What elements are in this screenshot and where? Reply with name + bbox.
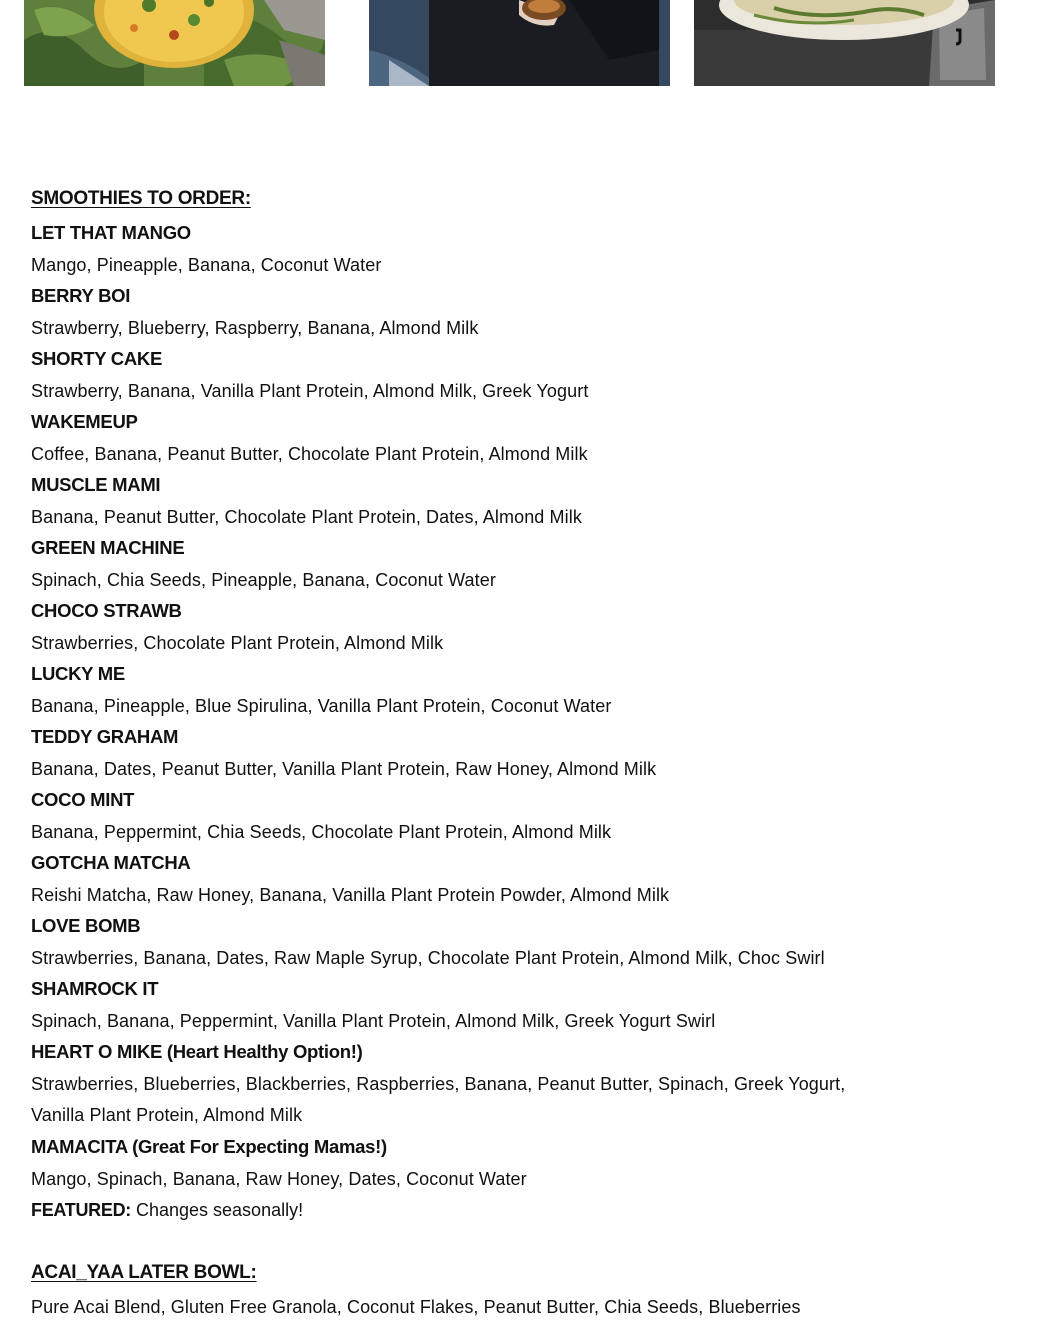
item-name: GREEN MACHINE [31, 537, 185, 558]
item-name: COCO MINT [31, 789, 135, 810]
smoothies-heading: SMOOTHIES TO ORDER: [31, 188, 251, 209]
smoothie-menu [31, 184, 991, 1323]
spacer [31, 1226, 991, 1258]
item-description: Strawberry, Banana, Vanilla Plant Protein, Almond Milk, Greek Yogurt [31, 381, 589, 401]
menu-item [31, 344, 991, 407]
item-name: CHOCO STRAWB [31, 600, 182, 621]
item-name: SHORTY CAKE [31, 348, 163, 369]
food-photo-drink[interactable] [369, 0, 670, 86]
food-photo-plate[interactable] [694, 0, 995, 86]
menu-item [31, 218, 991, 281]
item-description: Strawberries, Banana, Dates, Raw Maple Syrup, Chocolate Plant Protein, Almond Milk, Choc Swirl [31, 948, 825, 968]
item-name: WAKEMEUP [31, 411, 138, 432]
item-description: Strawberries, Chocolate Plant Protein, Almond Milk [31, 633, 444, 653]
food-photo-egg-muffin[interactable] [24, 0, 325, 86]
acai-description: Pure Acai Blend, Gluten Free Granola, Coconut Flakes, Peanut Butter, Chia Seeds, Blueberries [31, 1297, 801, 1317]
item-description: Banana, Pineapple, Blue Spirulina, Vanilla Plant Protein, Coconut Water [31, 696, 612, 716]
item-description: Banana, Peanut Butter, Chocolate Plant Protein, Dates, Almond Milk [31, 507, 582, 527]
item-description: Strawberry, Blueberry, Raspberry, Banana, Almond Milk [31, 318, 479, 338]
menu-item [31, 470, 991, 533]
item-description: Spinach, Banana, Peppermint, Vanilla Plant Protein, Almond Milk, Greek Yogurt Swirl [31, 1011, 716, 1031]
menu-item [31, 1037, 991, 1131]
menu-item [31, 974, 991, 1037]
item-name: MUSCLE MAMI [31, 474, 161, 495]
item-name: LOVE BOMB [31, 915, 141, 936]
featured-line [31, 1195, 991, 1226]
item-name: MAMACITA (Great For Expecting Mamas!) [31, 1136, 387, 1157]
item-description: Strawberries, Blueberries, Blackberries, Raspberries, Banana, Peanut Butter, Spinach, Greek Yogurt, Vanilla Plant Protein, Almond Milk [31, 1074, 846, 1125]
item-description: Reishi Matcha, Raw Honey, Banana, Vanilla Plant Protein Powder, Almond Milk [31, 885, 670, 905]
item-name: GOTCHA MATCHA [31, 852, 191, 873]
featured-text: Changes seasonally! [135, 1200, 304, 1220]
item-description: Mango, Spinach, Banana, Raw Honey, Dates, Coconut Water [31, 1169, 527, 1189]
menu-item [31, 785, 991, 848]
menu-item [31, 722, 991, 785]
menu-item [31, 407, 991, 470]
item-name: BERRY BOI [31, 285, 131, 306]
menu-item [31, 1132, 991, 1195]
item-name: SHAMROCK IT [31, 978, 159, 999]
menu-item [31, 848, 991, 911]
item-description: Spinach, Chia Seeds, Pineapple, Banana, Coconut Water [31, 570, 496, 590]
item-description: Mango, Pineapple, Banana, Coconut Water [31, 255, 382, 275]
menu-item [31, 596, 991, 659]
menu-item [31, 281, 991, 344]
item-name: LUCKY ME [31, 663, 125, 684]
menu-item [31, 659, 991, 722]
menu-item [31, 533, 991, 596]
item-description: Banana, Peppermint, Chia Seeds, Chocolate Plant Protein, Almond Milk [31, 822, 612, 842]
item-description: Coffee, Banana, Peanut Butter, Chocolate Plant Protein, Almond Milk [31, 444, 588, 464]
item-name: LET THAT MANGO [31, 222, 191, 243]
item-name: HEART O MIKE (Heart Healthy Option!) [31, 1041, 363, 1062]
item-name: TEDDY GRAHAM [31, 726, 179, 747]
item-description: Banana, Dates, Peanut Butter, Vanilla Plant Protein, Raw Honey, Almond Milk [31, 759, 657, 779]
menu-item [31, 911, 991, 974]
acai-heading: ACAI_YAA LATER BOWL: [31, 1262, 257, 1283]
featured-label: FEATURED: [31, 1200, 131, 1220]
